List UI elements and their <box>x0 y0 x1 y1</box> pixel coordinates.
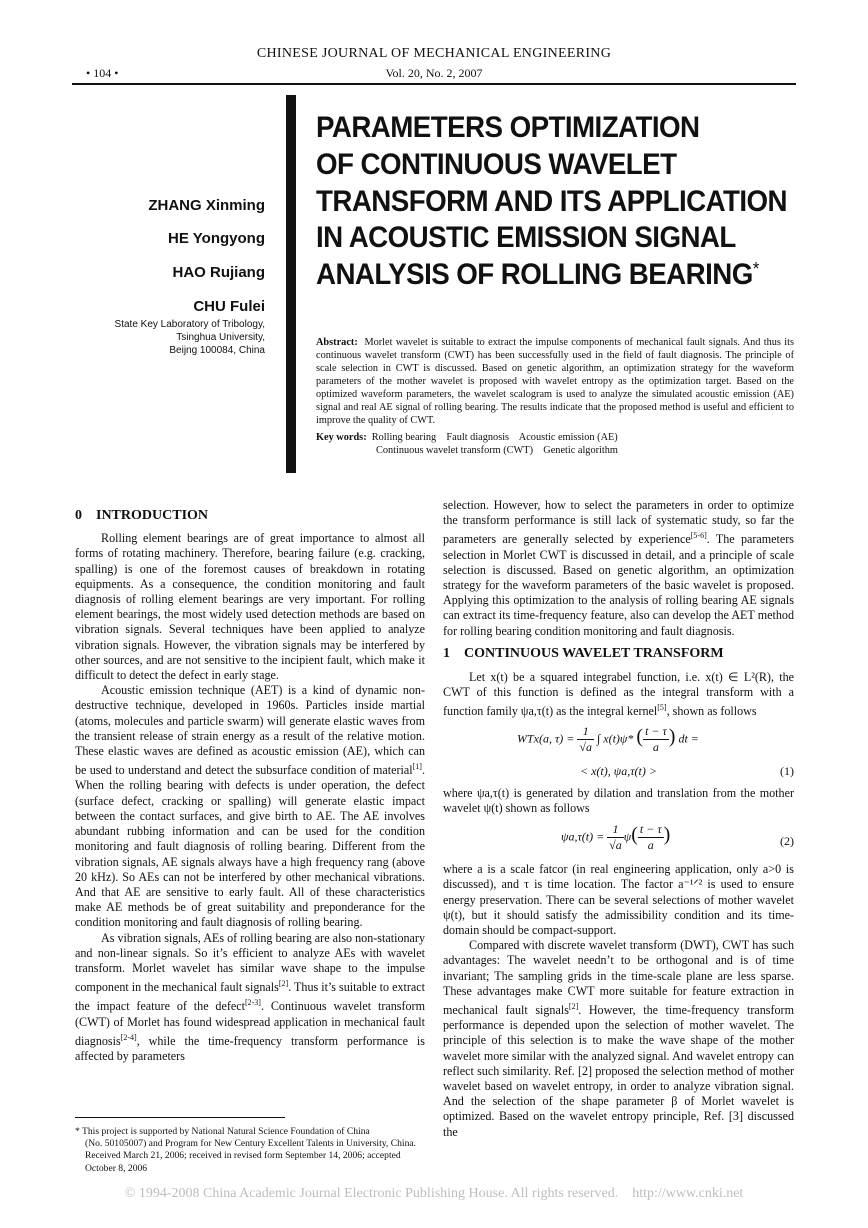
citation: [2-3] <box>244 998 261 1008</box>
title-bar <box>286 95 296 473</box>
abstract <box>316 337 794 428</box>
fraction: $\frac{t - \tau}{a}$ <box>639 822 662 853</box>
author-name: CHU Fulei <box>193 298 265 315</box>
abstract-label: Abstract: <box>316 337 358 348</box>
citation: [5] <box>657 703 667 713</box>
title-line: IN ACOUSTIC EMISSION SIGNAL <box>316 221 736 255</box>
citation: [1] <box>412 762 422 772</box>
paper-title <box>316 110 787 294</box>
paragraph: where a is a scale fatcor (in real engineering application, only a>0 is discussed), and τ is time location. The factor a⁻¹ᐟ² is used to ensure energy preservation. There can be several selections of mother wavelet ψ(t), but it should satisfy the admissibility condition and its time-domain should be compact-support. <box>443 862 794 937</box>
paragraph: Compared with discrete wavelet transform (DWT), CWT has such advantages: The wavelet needn’t to be orthogonal and is of time invariant; The sampling grids in the time-scale plane are less sparse. These advantages make CWT more suitable for feature extraction in mechanical fault signals[2]. However, the time-frequency transform performance is depended upon the selection of mother wavelet. The principle of this selection is to make the wave shape of the mother wavelet more similar with the analyzed signal. And wavelet entropy can reflect such similarity. Ref. [2] proposed the selection method of mother wavelet based on wavelet entropy, in order to analyze vibration signal. And the selection of the shape parameter β of Morlet wavelet is optimized. Based on the wavelet entropy principle, Ref. [3] discussed the <box>443 938 794 1139</box>
title-footnote-mark: * <box>752 259 759 280</box>
title-line: OF CONTINUOUS WAVELET <box>316 147 677 181</box>
paragraph: Let x(t) be a squared integrabel function, i.e. x(t) ∈ L²(R), the CWT of this function is defined as the integral transform with a function family ψa,τ(t) as the integral kernel[5], shown as follows <box>443 670 794 719</box>
journal-name: CHINESE JOURNAL OF MECHANICAL ENGINEERING <box>256 46 612 61</box>
equation-number: (2) <box>780 834 794 849</box>
paragraph: As vibration signals, AEs of rolling bearing are also non-stationary and non-linear signals. So it’s efficient to analyze AEs with wavelet transform. Morlet wavelet has similar wave shape to the impulse component in the mechanical fault signals[2]. Thus it’s suitable to extract the impact feature of the defect[2-3]. Continuous wavelet transform (CWT) of Morlet has found widespread application in mechanical fault diagnosis[2-4], while the time-frequency transform performance is affected by parameters <box>75 930 426 1064</box>
author-name: HAO Rujiang <box>172 264 265 281</box>
author-name: HE Yongyong <box>168 230 265 247</box>
affiliation: State Key Laboratory of Tribology, Tsinghua University, Beijng 100084, China <box>114 319 265 356</box>
keywords <box>316 431 794 457</box>
citation: [2] <box>278 979 289 989</box>
section-heading: 1 CONTINUOUS WAVELET TRANSFORM <box>443 645 724 661</box>
title-line: TRANSFORM AND ITS APPLICATION <box>316 184 787 218</box>
page-number: • 104 • <box>86 66 119 80</box>
paragraph: where ψa,τ(t) is generated by dilation and translation from the mother wavelet ψ(t) shown as follows <box>443 785 794 815</box>
citation: [2-4] <box>120 1032 137 1042</box>
right-column <box>443 498 794 1140</box>
header-rule <box>72 83 796 85</box>
equation-number: (1) <box>780 763 794 778</box>
section-heading: 0 INTRODUCTION <box>75 508 209 523</box>
title-line: ANALYSIS OF ROLLING BEARING* <box>316 258 759 292</box>
footnote: * This project is supported by National Natural Science Foundation of China (No. 50105007) and Program for New Century Excellent Talents in University, China. Received March 21, 2006; received in revised form September 14, 2006; accepted October 8, 2006 <box>75 1126 417 1174</box>
fraction: $\frac{1}{√a}$ <box>609 822 622 853</box>
fraction: $\frac{1}{√a}$ <box>579 723 592 754</box>
left-column <box>75 508 425 1064</box>
author-name: ZHANG Xinming <box>148 197 265 214</box>
paragraph: Rolling element bearings are of great importance to almost all forms of rotating machinery. Therefore, bearing failure (e.g. cracking, spalling) is one of the foremost causes of breakdown in rotating equipments. As a consequence, the condition monitoring and fault diagnosis of rolling element bearings are very important. For rolling element bearings, the most widely used detection methods are based on vibration signals. Several techniques have been applied to analyze vibration signals. However, the vibration signals may be interfered by other sources, and are not sensitive to the incipient fault, which make it difficult to detect the defect in early stage. <box>75 531 425 683</box>
paragraph: Acoustic emission technique (AET) is a kind of dynamic non-destructive technique, developed in 1960s. Particles inside martial (atoms, molecules and particle swarm) will generate elastic waves from the transient release of strain energy as a result of the relative motion. These elastic waves are defined as acoustic emission (AE), which can be used to understand and detect the subsurface condition of material[1]. When the rolling bearing with defects is under operation, the defect (surface defect, cracking or spalling) will generate elastic impact between the contact surfaces, and give birth to AE. The AE involves abundant rubbing information and can be used for the condition monitoring and fault diagnosis of rolling bearing. Different from the vibration signals, AE signals always have a high frequency rang (above 20 kHz). So AEs can not be interfered by other mechanical vibrations. And that AE are sensitive to early fault. All of these characteristics make AE methods be of great suitability and preponderance for the condition monitoring and fault diagnosis of rolling bearing. <box>75 683 425 930</box>
equation-2: ψa,τ(t) = $\frac{1}{√a}$ ψ( $\frac{t - \tau}{a}$ ) (2) <box>561 822 794 853</box>
keywords-line: Continuous wavelet transform (CWT) Genetic algorithm <box>376 445 618 456</box>
footnote-rule <box>75 1117 285 1118</box>
keywords-label: Key words: <box>316 432 367 443</box>
paragraph: selection. However, how to select the parameters in order to optimize the transform performance is still lack of systematic study, so far the parameters are generally selected by experience[5-6]. The parameters selection in Morlet CWT is discussed in detail, and a principle of scale selection is discussed. Based on genetic algorithm, an optimization strategy for the waveform parameters of the basic wavelet is proposed. Applying this optimization to the analysis of rolling bearing AE signals can extract its time-frequency feature, also can develop the AET method for rolling bearing condition monitoring and fault diagnosis. <box>443 498 794 638</box>
keywords-line: Rolling bearing Fault diagnosis Acoustic emission (AE) <box>371 432 618 443</box>
fraction: $\frac{t - \tau}{a}$ <box>645 723 667 754</box>
citation: [2] <box>568 1001 579 1011</box>
volume-info: Vol. 20, No. 2, 2007 <box>385 66 483 80</box>
abstract-text: Morlet wavelet is suitable to extract the impulse components of mechanical fault signals. And thus its continuous wavelet transform (CWT) has been successfully used in the field of fault diagnosis. The principle of scale selection in CWT is discussed. Based on genetic algorithm, an optimization strategy for the waveform parameters of the mother wavelet is proposed with wavelet entropy as the optimization target. Based on the optimized waveform parameters, the wavelet scalogram is used to analyze the simulated acoustic emission (AE) signal and real AE signal of rolling bearing. The results indicate that the proposed method is useful and efficient to improve the quality of CWT. <box>316 337 794 426</box>
citation: [5-6] <box>690 531 707 541</box>
copyright-notice: © 1994-2008 China Academic Journal Electronic Publishing House. All rights reserved. http://www.cnki.net <box>124 1186 744 1201</box>
equation-1: WTx(a, τ) = $\frac{1}{√a}$ ∫ x(t)ψ* ( $\frac{t - \tau}{a}$ ) dt = < x(t), ψa,τ(t) > (1) <box>517 723 794 778</box>
title-line: PARAMETERS OPTIMIZATION <box>316 111 700 144</box>
